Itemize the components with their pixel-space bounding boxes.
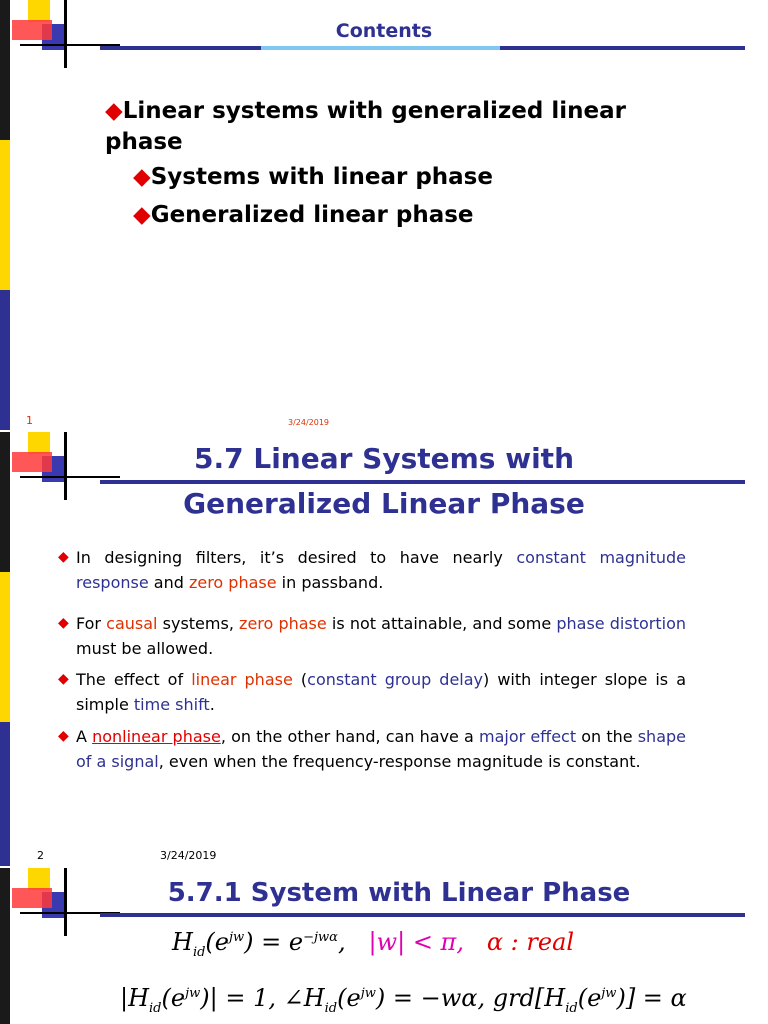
slide-linear-phase [0,868,768,1024]
diamond-icon: ◆ [105,98,123,124]
bullet-text: Generalized linear phase [150,202,474,228]
title-rule [100,480,745,484]
title-rule [100,46,745,50]
slide-contents [0,0,768,430]
diamond-icon: ◆ [58,671,69,687]
slide-title-line1: 5.7 Linear Systems with [194,442,574,475]
page-number: 1 [26,414,33,427]
diamond-icon: ◆ [58,728,69,744]
page-number: 2 [37,849,44,862]
bullet-text: Systems with linear phase [150,164,493,190]
paragraph-1: ◆ In designing filters, it’s desired to have nearly constant magnitude response and zero phase in passband. [76,545,686,595]
diamond-icon: ◆ [58,615,69,631]
bullet-text: Linear systems with generalized linear phase [105,98,626,155]
equation-2: $|H_{id}(e^{jw})| = 1$, $\angle H_{id}(e^{jw}) = -w\alpha$, $grd[H_{id}(e^{jw})] = \alpha$ [120,984,687,1016]
paragraph-3: ◆ The effect of linear phase (constant group delay) with integer slope is a simple time shift. [76,667,686,717]
title-rule [100,913,745,917]
diamond-icon: ◆ [58,549,69,565]
paragraph-2: ◆ For causal systems, zero phase is not attainable, and some phase distortion must be allowed. [76,611,686,661]
slide-date: 3/24/2019 [288,418,330,427]
diamond-icon: ◆ [133,202,151,228]
paragraph-4: ◆ A nonlinear phase, on the other hand, can have a major effect on the shape of a signal, even when the frequency-response magnitude is constant. [76,724,686,774]
bullet-1 [105,96,665,158]
slide-title-line2: Generalized Linear Phase [183,487,585,520]
bullet-2 [133,164,493,190]
slide-linear-systems [0,432,768,866]
slide-title: 5.7.1 System with Linear Phase [167,878,631,908]
bullet-3 [133,202,474,228]
slide-title: Contents [335,20,433,42]
equation-1: $H_{id}(e^{jw}) = e^{-jw\alpha}$, |w| < π, α : real [172,928,575,960]
diamond-icon: ◆ [133,164,151,190]
slide-date: 3/24/2019 [160,849,217,862]
